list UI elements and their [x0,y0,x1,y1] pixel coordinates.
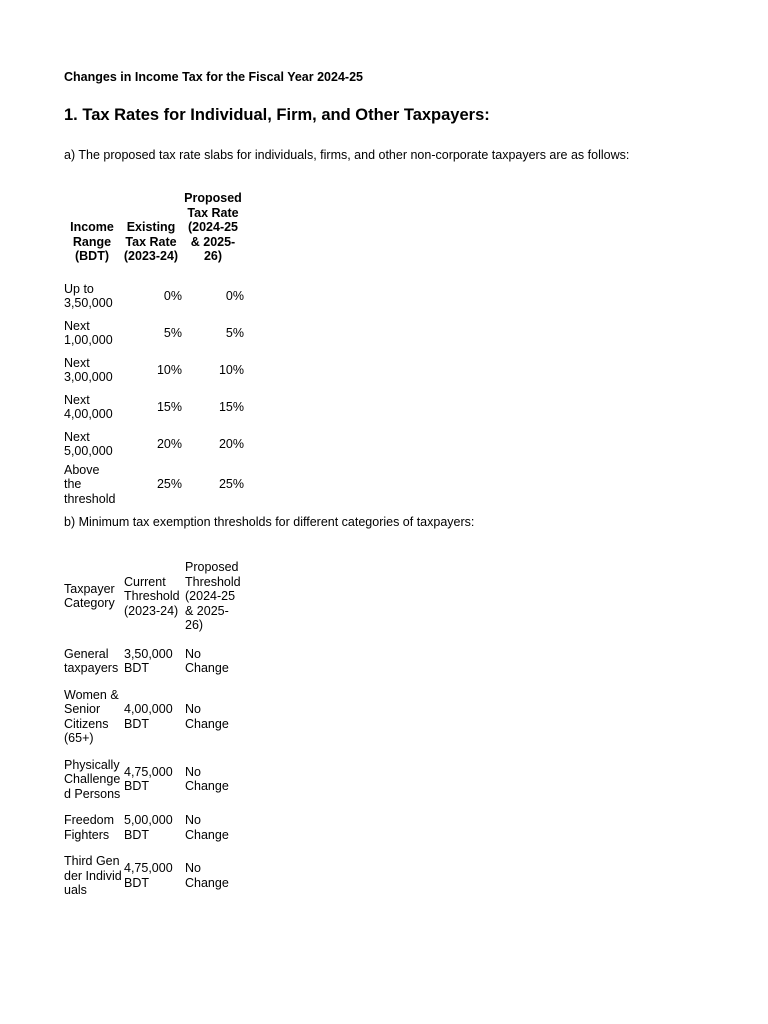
income-range-cell: Above the threshold [64,462,116,506]
proposed-threshold-cell: No Change [185,813,229,842]
category-cell: Women & Senior Citizens (65+) [64,687,119,745]
table-row [64,389,244,426]
income-range-cell: Up to 3,50,000 [64,281,113,310]
header-taxpayer-category: Taxpayer Category [64,581,115,611]
header-existing-rate: Existing Tax Rate (2023-24) [123,220,179,263]
proposed-rate-cell: 10% [218,362,244,377]
table-row [64,463,244,507]
proposed-rate-cell: 25% [218,477,244,491]
threshold-table [64,560,245,910]
category-cell: Third Gender Individuals [64,854,122,897]
table-row [64,647,245,688]
category-cell: Physically Challenged Persons [64,757,121,801]
table-row [64,813,245,854]
income-range-cell: Next 5,00,000 [64,429,113,458]
tax-rate-table [64,191,244,506]
current-threshold-cell: 3,50,000 BDT [124,646,173,675]
existing-rate-cell: 5% [163,325,182,340]
table-row [64,854,245,910]
proposed-rate-cell: 5% [225,325,244,340]
existing-rate-cell: 25% [156,477,182,491]
proposed-threshold-cell: No Change [185,861,229,890]
proposed-rate-cell: 0% [225,288,244,303]
existing-rate-cell: 0% [163,288,182,303]
table-header-row [64,191,244,278]
proposed-rate-cell: 15% [218,399,244,414]
current-threshold-cell: 4,75,000 BDT [124,861,173,890]
table-row [64,278,244,315]
proposed-threshold-cell: No Change [185,646,229,675]
proposed-threshold-cell: No Change [185,764,229,794]
existing-rate-cell: 10% [156,362,182,377]
category-cell: General taxpayers [64,646,119,675]
income-range-cell: Next 4,00,000 [64,392,113,421]
header-proposed-threshold: Proposed Threshold (2024-25 & 2025-26) [185,560,241,632]
proposed-rate-cell: 20% [218,436,244,451]
section-heading: 1. Tax Rates for Individual, Firm, and Other Taxpayers: [64,106,490,124]
current-threshold-cell: 4,00,000 BDT [124,702,173,731]
current-threshold-cell: 4,75,000 BDT [124,764,173,794]
current-threshold-cell: 5,00,000 BDT [124,813,173,842]
category-cell: Freedom Fighters [64,813,115,842]
table-row [64,688,245,758]
document-title: Changes in Income Tax for the Fiscal Year 2024-25 [64,70,363,84]
header-proposed-rate: Proposed Tax Rate (2024-25 & 2025-26) [184,191,242,263]
header-current-threshold: Current Threshold (2023-24) [124,574,180,618]
existing-rate-cell: 20% [156,436,182,451]
paragraph-b: b) Minimum tax exemption thresholds for different categories of taxpayers: [64,515,475,529]
table-row [64,758,245,814]
proposed-threshold-cell: No Change [185,702,229,731]
income-range-cell: Next 1,00,000 [64,318,113,347]
existing-rate-cell: 15% [156,399,182,414]
table-row [64,426,244,463]
table-row [64,352,244,389]
table-header-row [64,560,245,647]
income-range-cell: Next 3,00,000 [64,355,113,384]
paragraph-a: a) The proposed tax rate slabs for individuals, firms, and other non-corporate taxpayers are as follows: [64,148,630,162]
table-row [64,315,244,352]
header-income-range: Income Range (BDT) [70,220,114,263]
